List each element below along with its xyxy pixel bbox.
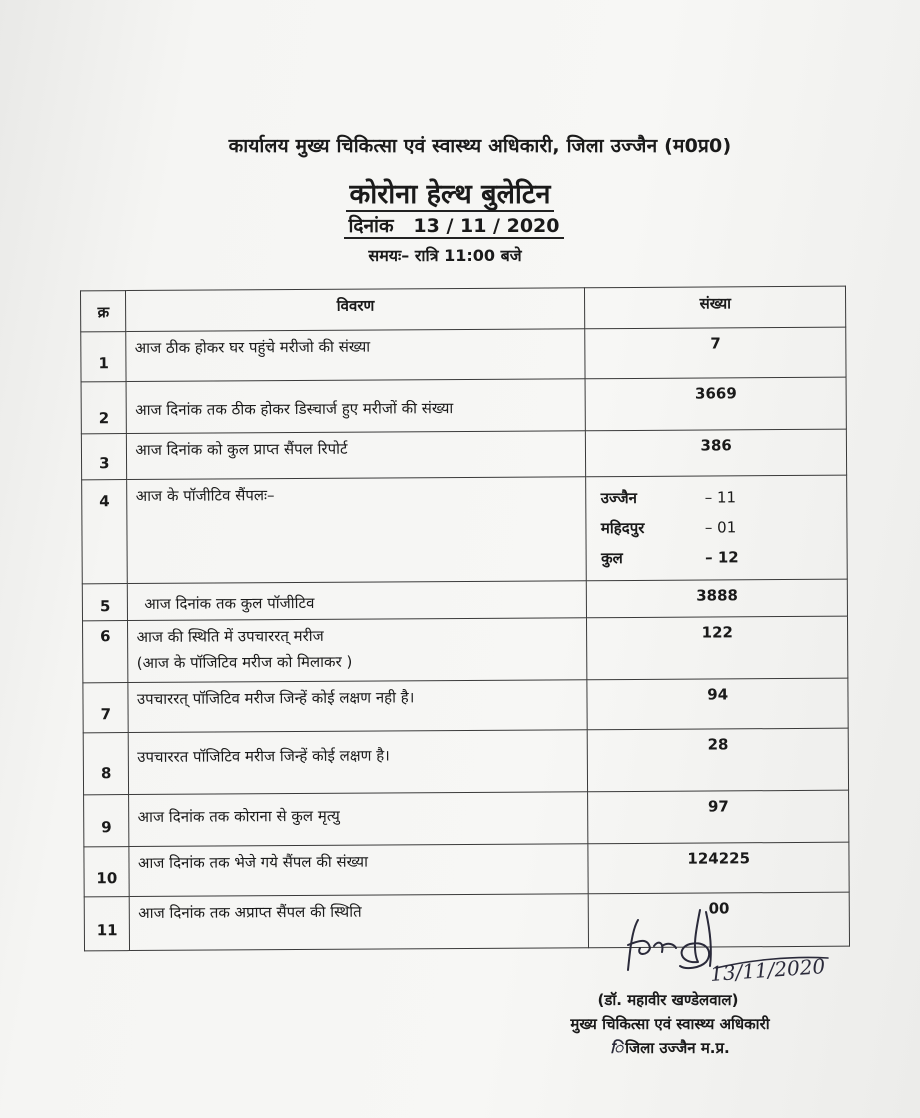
row-description: आज दिनांक तक भेजे गये सैंपल की संख्या: [129, 844, 588, 897]
table-row: [83, 728, 848, 795]
handwritten-signature: [530, 900, 860, 1000]
row-description: आज के पॉजीटिव सैंपलः–: [127, 477, 587, 584]
bulletin-title: कोरोना हेल्थ बुलेटिन: [0, 174, 910, 211]
table-header-row: [80, 286, 845, 332]
row-value: 124225: [588, 842, 849, 894]
row-description: आज दिनांक तक कोराना से कुल मृत्यु: [129, 792, 588, 847]
bulletin-table: [80, 286, 850, 952]
table-row: [81, 327, 846, 382]
table-row: [81, 377, 846, 434]
row-serial: 5: [82, 584, 128, 621]
table-row: [81, 429, 846, 480]
row-description: आज दिनांक तक अप्राप्त सैंपल की स्थिति: [130, 894, 589, 951]
header-serial: क्र: [80, 291, 126, 332]
row-description: आज दिनांक तक कुल पॉजीटिव: [128, 581, 587, 621]
row-description: उपचाररत् पॉजिटिव मरीज जिन्हें कोई लक्षण नही है।: [128, 680, 587, 733]
office-heading: कार्यालय मुख्य चिकित्सा एवं स्वास्थ्य अधिकारी, जिला उज्जैन (म0प्र0): [228, 135, 732, 157]
row-value: 00: [589, 892, 850, 948]
row-serial: 1: [81, 332, 127, 382]
row-serial: 4: [82, 480, 128, 584]
row-description: आज ठीक होकर घर पहुंचे मरीजो की संख्या: [126, 329, 585, 382]
row-serial: 8: [83, 733, 129, 795]
header-count: संख्या: [585, 286, 846, 329]
row-serial: 10: [84, 847, 130, 897]
row-value: 28: [588, 728, 849, 792]
signatory-designation: मुख्य चिकित्सा एवं स्वास्थ्य अधिकारी: [570, 1015, 770, 1033]
signature-date: 13/11/2020: [709, 954, 826, 986]
row-value: 386: [586, 429, 847, 477]
table-row: [83, 616, 848, 683]
row-description-line2: (आज के पॉजिटिव मरीज को मिलाकर ): [136, 652, 353, 673]
row-serial: 9: [84, 795, 130, 847]
positive-breakdown: [586, 475, 847, 581]
table-row: [84, 842, 849, 897]
row-value: 97: [588, 790, 849, 844]
row-value: 122: [587, 616, 848, 680]
row-serial: 3: [81, 434, 127, 480]
row-serial: 6: [83, 621, 129, 683]
handwritten-initial: ि: [610, 1039, 624, 1057]
row-value: 7: [585, 327, 846, 379]
row-serial: 7: [83, 683, 129, 733]
bulletin-date: दिनांक 13 / 11 / 2020: [0, 212, 914, 238]
breakdown-mahidpur: महिदपुर – 01: [600, 518, 737, 538]
header-description: विवरण: [126, 288, 585, 332]
row-description: आज दिनांक को कुल प्राप्त सैंपल रिपोर्ट: [127, 431, 586, 480]
signatory-name: (डॉ. महावीर खण्डेलवाल): [597, 991, 739, 1009]
row-description: आज दिनांक तक ठीक होकर डिस्चार्ज हुए मरीजों की संख्या: [126, 379, 585, 434]
row-serial: 2: [81, 382, 127, 434]
row-description: उपचाररत पॉजिटिव मरीज जिन्हें कोई लक्षण है।: [129, 730, 588, 795]
breakdown-total: कुल – 12: [601, 548, 739, 568]
row-description-line1: आज की स्थिति में उपचाररत् मरीज: [136, 626, 324, 647]
table-row: [83, 678, 848, 733]
table-row: [82, 475, 848, 584]
bulletin-time: समयः– रात्रि 11:00 बजे: [368, 246, 522, 265]
row-value: 3669: [585, 377, 846, 431]
table-row: [82, 579, 847, 621]
row-serial: 11: [84, 897, 130, 951]
row-value: 94: [587, 678, 848, 730]
signatory-district: ि जिला उज्जैन म.प्र.: [610, 1039, 730, 1057]
table-row: [84, 790, 849, 847]
breakdown-ujjain: उज्जैन – 11: [600, 488, 737, 508]
row-description: [128, 618, 587, 683]
row-value: 3888: [587, 579, 848, 618]
